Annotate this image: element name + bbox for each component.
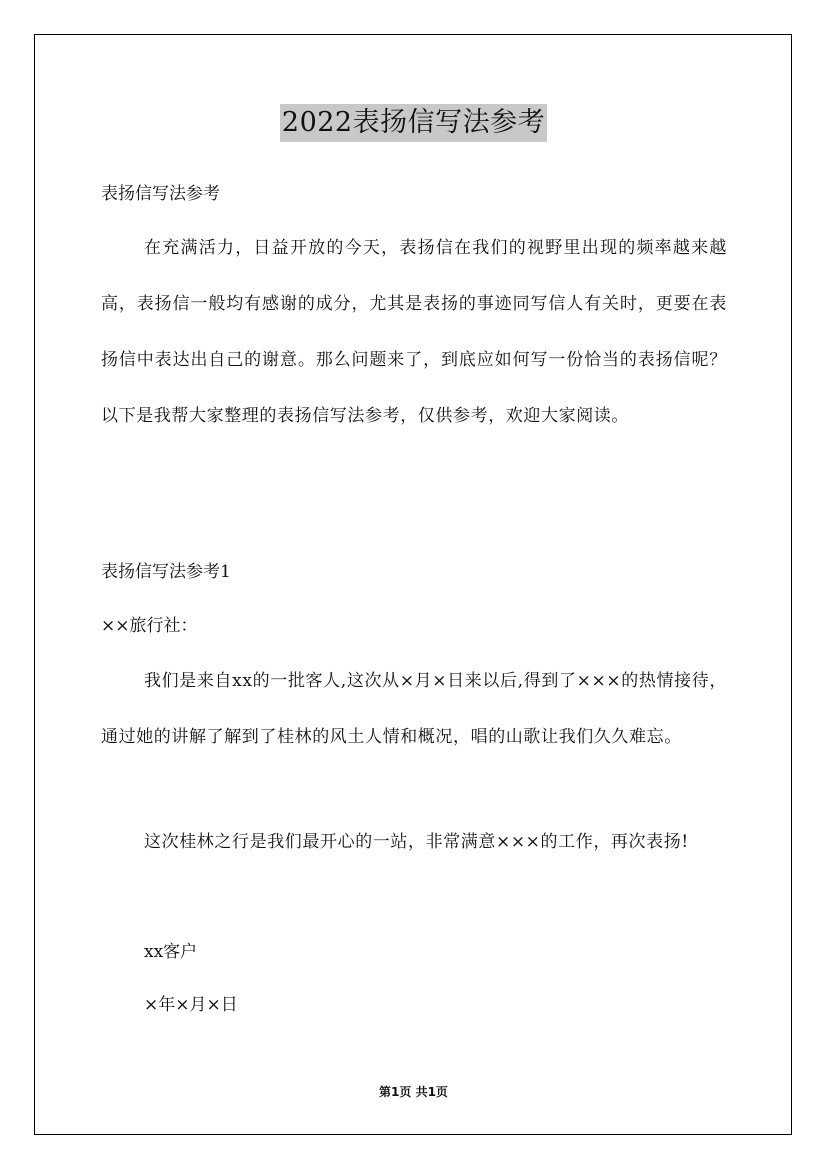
letter-signature: xx客户 [144, 942, 198, 962]
letter-paragraph-2: 这次桂林之行是我们最开心的一站，非常满意×××的工作，再次表扬! [144, 832, 689, 852]
intro-paragraph: 在充满活力，日益开放的今天，表扬信在我们的视野里出现的频率越来越高，表扬信一般均有感谢的成分，尤其是表扬的事迹同写信人有关时，更要在表扬信中表达出自己的谢意。那么问题来了，到底应如何写一份恰当的表扬信呢？以下是我帮大家整理的表扬信写法参考，仅供参考，欢迎大家阅读。 [101, 238, 727, 426]
letter-salutation: ××旅行社： [101, 616, 198, 636]
document-title: 2022表扬信写法参考 [280, 104, 547, 142]
page-footer: 第1页 共1页 [379, 1085, 448, 1099]
document-title-wrap [0, 104, 827, 142]
section-heading: 表扬信写法参考1 [101, 562, 231, 582]
document-subtitle: 表扬信写法参考 [101, 184, 220, 204]
letter-date: ×年×月×日 [144, 995, 238, 1015]
letter-paragraph-1: 我们是来自xx的一批客人,这次从×月×日来以后,得到了×××的热情接待，通过她的讲解了解到了桂林的风土人情和概况，唱的山歌让我们久久难忘。 [101, 671, 727, 747]
